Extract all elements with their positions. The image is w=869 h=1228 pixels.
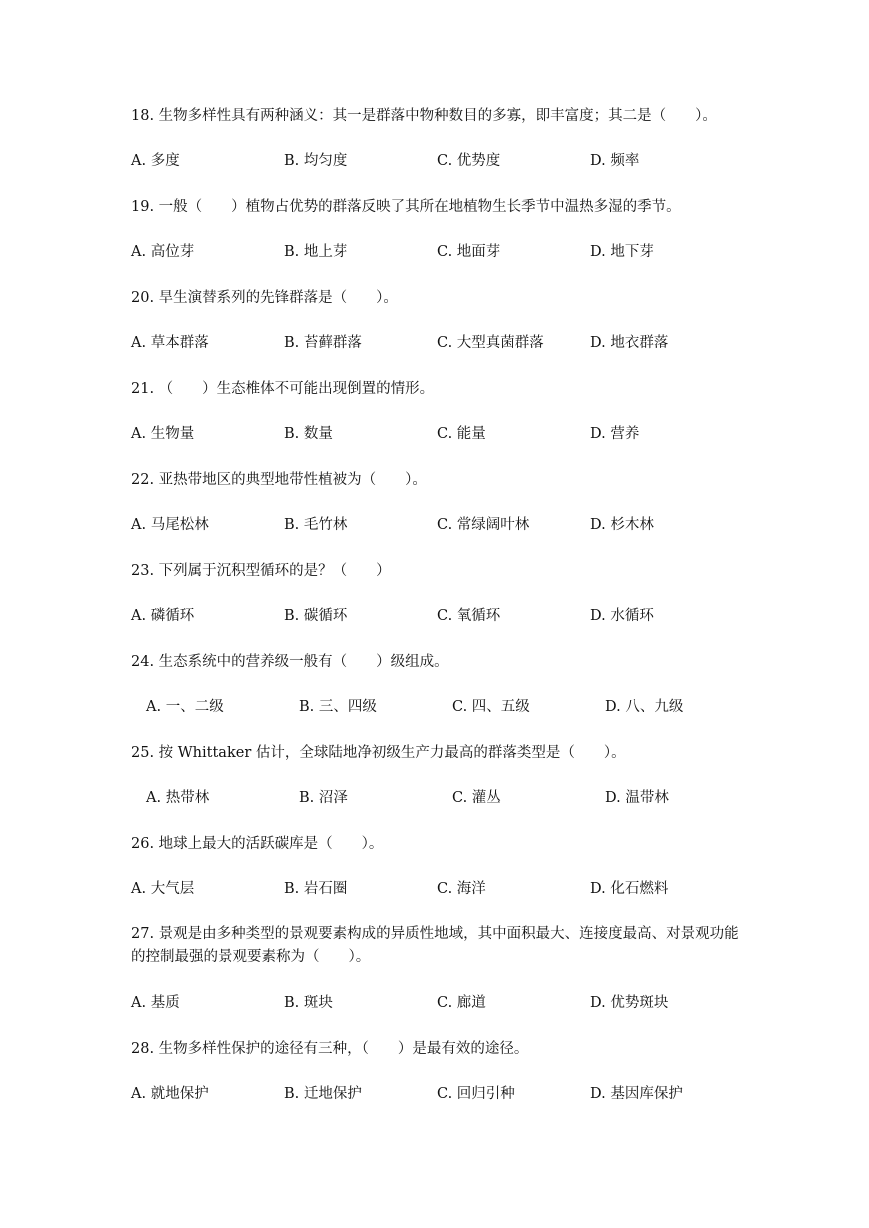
option-b: B. 数量 (284, 426, 333, 442)
option-a: A. 草本群落 (131, 335, 209, 351)
question-18: 18. 生物多样性具有两种涵义：其一是群落中物种数目的多寡，即丰富度；其二是（ ）。 (131, 108, 717, 124)
option-b: B. 迁地保护 (284, 1086, 362, 1102)
question-26: 26. 地球上最大的活跃碳库是（ ）。 (131, 836, 384, 852)
option-a: A. 基质 (131, 995, 180, 1011)
option-d: D. 温带林 (605, 790, 669, 806)
option-d: D. 地下芽 (590, 244, 654, 260)
option-a: A. 高位芽 (131, 244, 195, 260)
question-25: 25. 按 Whittaker 估计，全球陆地净初级生产力最高的群落类型是（ ）。 (131, 745, 626, 761)
option-a: A. 马尾松林 (131, 517, 209, 533)
option-c: C. 大型真菌群落 (437, 335, 544, 351)
option-d: D. 优势斑块 (590, 995, 669, 1011)
option-d: D. 化石燃料 (590, 881, 669, 897)
option-b: B. 苔藓群落 (284, 335, 362, 351)
question-27: 27. 景观是由多种类型的景观要素构成的异质性地域，其中面积最大、连接度最高、对景观功能的控制最强的景观要素称为（ ）。 (131, 926, 739, 965)
option-c: C. 廊道 (437, 995, 486, 1011)
question-24: 24. 生态系统中的营养级一般有（ ）级组成。 (131, 654, 449, 670)
option-a: A. 热带林 (146, 790, 210, 806)
option-d: D. 基因库保护 (590, 1086, 683, 1102)
option-a: A. 一、二级 (146, 699, 224, 715)
option-b: B. 碳循环 (284, 608, 348, 624)
option-d: D. 八、九级 (605, 699, 684, 715)
question-19: 19. 一般（ ）植物占优势的群落反映了其所在地植物生长季节中温热多湿的季节。 (131, 199, 681, 215)
option-b: B. 沼泽 (299, 790, 348, 806)
option-a: A. 就地保护 (131, 1086, 209, 1102)
option-c: C. 回归引种 (437, 1086, 515, 1102)
question-22: 22. 亚热带地区的典型地带性植被为（ ）。 (131, 472, 427, 488)
option-d: D. 频率 (590, 153, 640, 169)
question-20: 20. 旱生演替系列的先锋群落是（ ）。 (131, 290, 398, 306)
option-c: C. 四、五级 (452, 699, 530, 715)
option-c: C. 氧循环 (437, 608, 501, 624)
option-c: C. 能量 (437, 426, 486, 442)
option-c: C. 地面芽 (437, 244, 501, 260)
option-b: B. 毛竹林 (284, 517, 348, 533)
option-c: C. 优势度 (437, 153, 501, 169)
option-a: A. 生物量 (131, 426, 195, 442)
option-b: B. 岩石圈 (284, 881, 348, 897)
option-c: C. 灌丛 (452, 790, 501, 806)
option-d: D. 杉木林 (590, 517, 654, 533)
option-d: D. 水循环 (590, 608, 654, 624)
option-b: B. 均匀度 (284, 153, 348, 169)
option-a: A. 大气层 (131, 881, 195, 897)
option-d: D. 地衣群落 (590, 335, 669, 351)
option-a: A. 多度 (131, 153, 180, 169)
option-b: B. 三、四级 (299, 699, 377, 715)
option-c: C. 常绿阔叶林 (437, 517, 530, 533)
question-23: 23. 下列属于沉积型循环的是？（ ） (131, 563, 391, 579)
option-d: D. 营养 (590, 426, 640, 442)
question-28: 28. 生物多样性保护的途径有三种，（ ）是最有效的途径。 (131, 1041, 529, 1057)
option-b: B. 地上芽 (284, 244, 348, 260)
option-a: A. 磷循环 (131, 608, 195, 624)
option-c: C. 海洋 (437, 881, 486, 897)
option-b: B. 斑块 (284, 995, 333, 1011)
question-21: 21. （ ）生态椎体不可能出现倒置的情形。 (131, 381, 435, 397)
